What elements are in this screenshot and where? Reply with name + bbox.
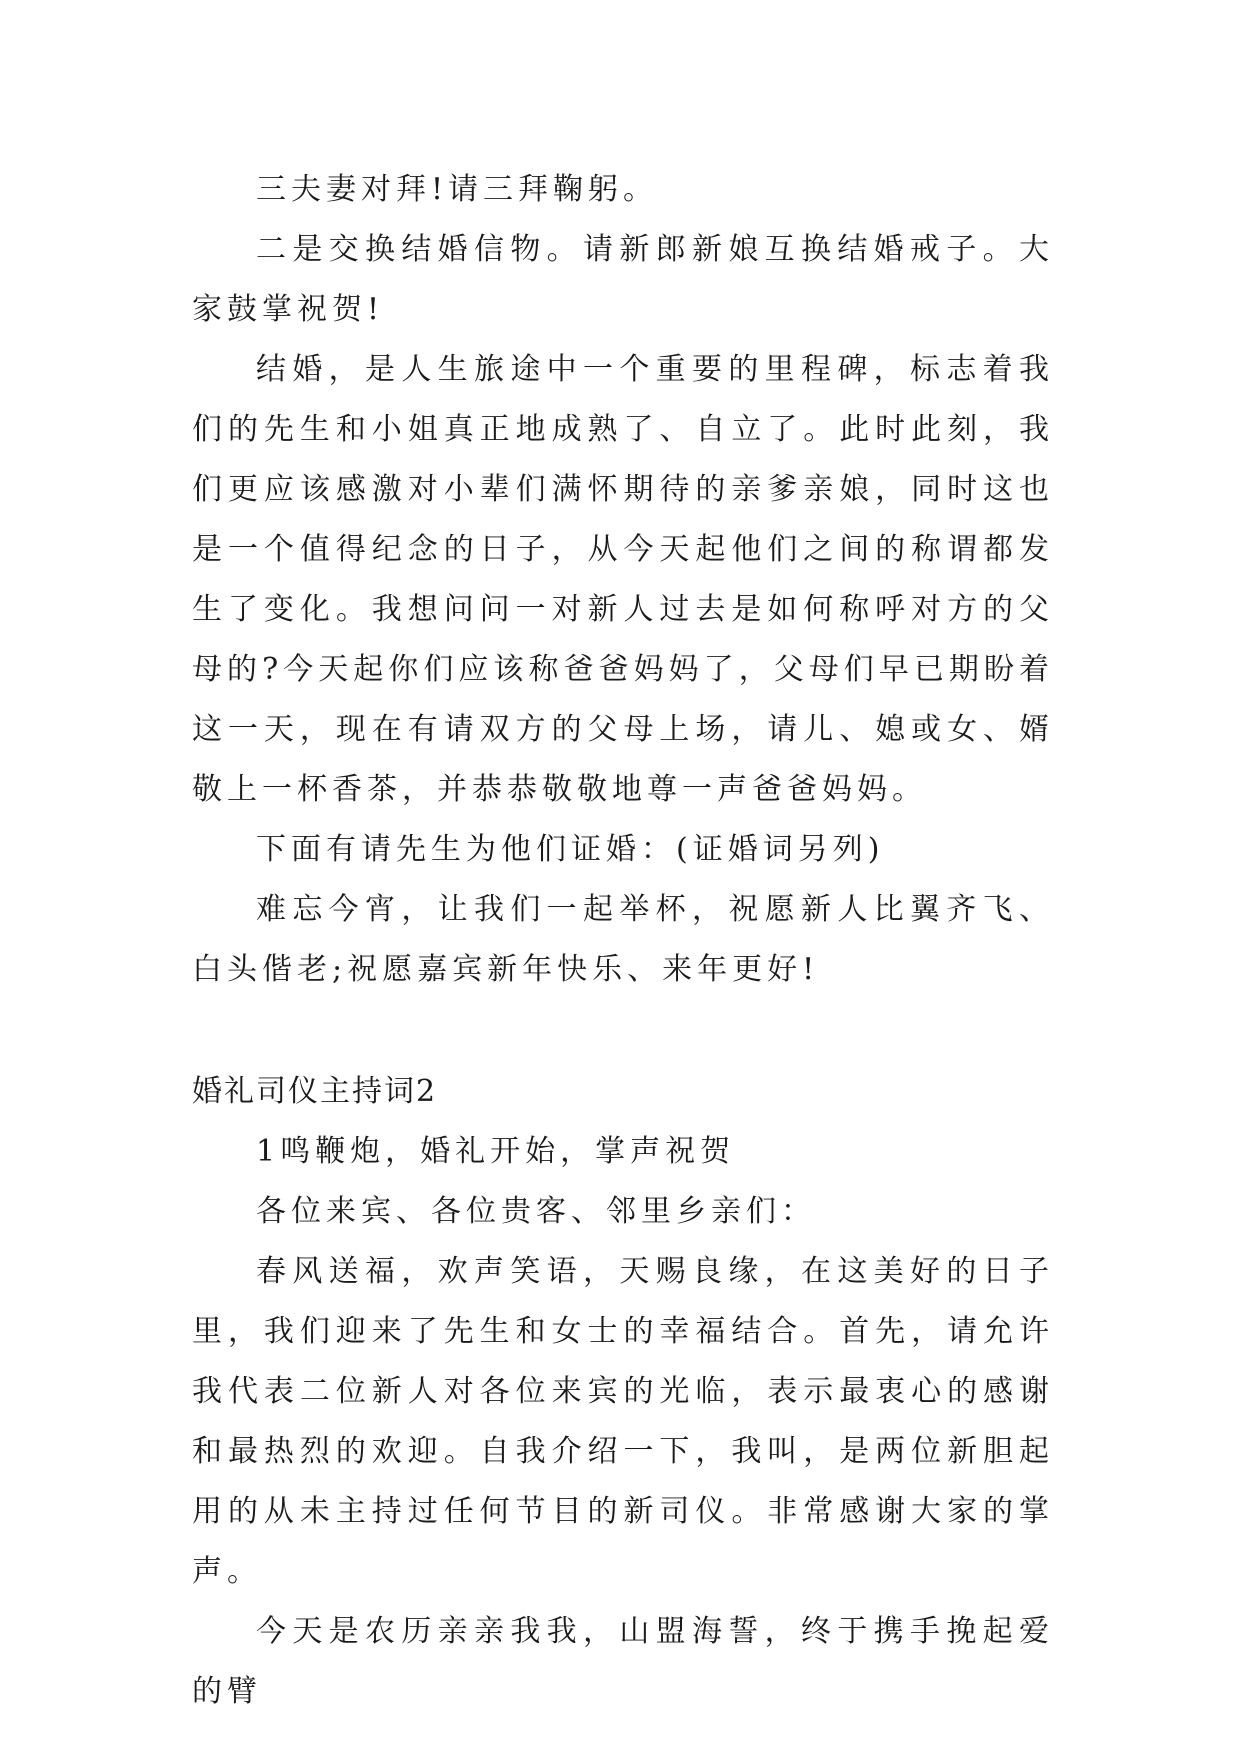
paragraph-exchange-rings: 二是交换结婚信物。请新郎新娘互换结婚戒子。大家鼓掌祝贺! <box>192 232 1054 327</box>
paragraph-firecrackers: 1鸣鞭炮，婚礼开始，掌声祝贺 <box>256 1134 736 1169</box>
paragraph-lunar-day: 今天是农历亲亲我我，山盟海誓，终于携手挽起爱的臂 <box>192 1614 1054 1709</box>
paragraph-bow: 三夫妻对拜!请三拜鞠躬。 <box>256 172 659 207</box>
paragraph-officiant: 下面有请先生为他们证婚：(证婚词另列) <box>256 832 885 867</box>
section-title: 婚礼司仪主持词2 <box>192 1074 438 1109</box>
paragraph-welcome: 春风送福，欢声笑语，天赐良缘，在这美好的日子里，我们迎来了先生和女士的幸福结合。首先，请允许我代表二位新人对各位来宾的光临，表示最衷心的感谢和最热烈的欢迎。自我介绍一下，我叫，是两位新胆起用的从未主持过任何节目的新司仪。非常感谢大家的掌声。 <box>192 1254 1054 1589</box>
paragraph-toast: 难忘今宵，让我们一起举杯，祝愿新人比翼齐飞、白头偕老;祝愿嘉宾新年快乐、来年更好! <box>192 892 1054 987</box>
document-page <box>192 160 1054 1722</box>
paragraph-marriage-milestone: 结婚，是人生旅途中一个重要的里程碑，标志着我们的先生和小姐真正地成熟了、自立了。此时此刻，我们更应该感激对小辈们满怀期待的亲爹亲娘，同时这也是一个值得纪念的日子，从今天起他们之间的称谓都发生了变化。我想问问一对新人过去是如何称呼对方的父母的?今天起你们应该称爸爸妈妈了，父母们早已期盼着这一天，现在有请双方的父母上场，请儿、媳或女、婿敬上一杯香茶，并恭恭敬敬地尊一声爸爸妈妈。 <box>192 352 1054 807</box>
paragraph-greeting: 各位来宾、各位贵客、邻里乡亲们： <box>256 1194 816 1229</box>
